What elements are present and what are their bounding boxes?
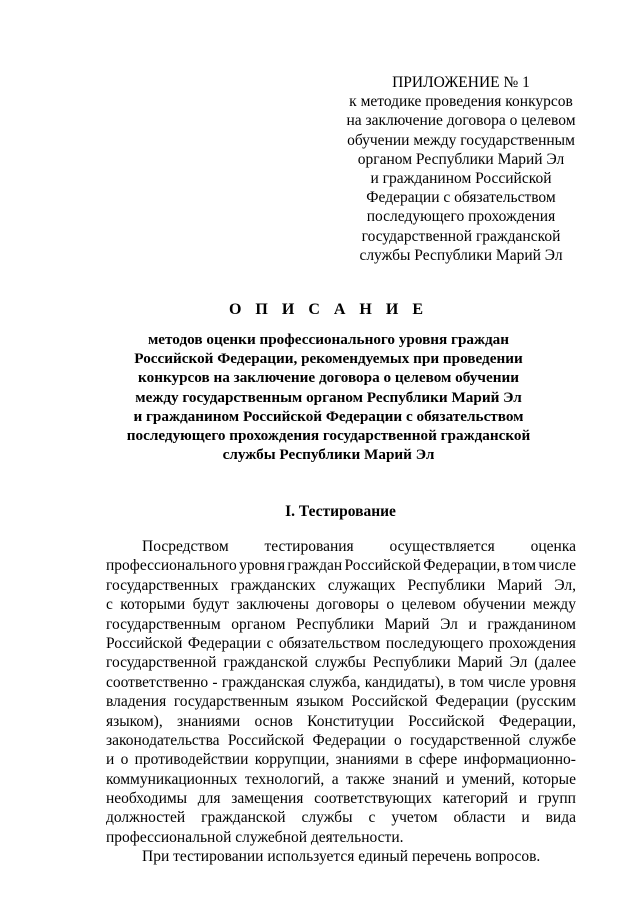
word: целевом [401, 596, 456, 614]
word: - [212, 673, 218, 691]
word: технологий, [244, 770, 325, 788]
word: договоры [316, 596, 379, 614]
appendix-line: органом Республики Марий Эл [357, 150, 565, 168]
word: гражданином [487, 615, 576, 633]
word: Марий [384, 615, 430, 633]
word: замещения [231, 790, 304, 808]
word: знаниями [335, 751, 399, 769]
word: сфере [418, 751, 458, 769]
word: области [453, 809, 506, 827]
word: оценка [530, 538, 576, 555]
word: Российской [106, 634, 183, 652]
paragraph-line [106, 808, 576, 827]
paragraph-line [106, 595, 576, 614]
appendix-line: службы Республики Марий Эл [359, 246, 563, 264]
subtitle-line: между государственным органом Республики Марий Эл [135, 388, 522, 406]
subtitle-line: службы Республики Марий Эл [222, 446, 435, 464]
subtitle-line: конкурсов на заключение договора о целевом обучении [138, 369, 519, 387]
word: Эл, [554, 576, 576, 594]
word: гражданских [230, 576, 316, 594]
paragraph-line [106, 556, 576, 575]
appendix-header [346, 73, 576, 265]
appendix-line: и гражданином Российской [370, 170, 552, 188]
subtitle-line: последующего прохождения государственной гражданской [126, 427, 531, 445]
word: обязательством [278, 634, 381, 652]
word: последующего [385, 634, 484, 652]
word: о [393, 731, 402, 749]
word: том [459, 673, 484, 691]
paragraph-line [106, 712, 576, 731]
word: необходимы [106, 790, 188, 808]
word: службы [314, 654, 366, 672]
word: заключены [236, 596, 310, 614]
paragraph-line [106, 653, 576, 672]
word: информационно- [463, 751, 576, 769]
word: обучении [463, 596, 526, 614]
paragraph-line [106, 731, 576, 750]
word: Республики [372, 654, 451, 672]
word: Республики [296, 615, 374, 633]
word: службы [301, 809, 353, 827]
document-title: О П И С А Н И Е [228, 301, 428, 318]
word: числе [488, 673, 526, 691]
word: учетом [391, 809, 438, 827]
word: Федерации, [423, 557, 501, 575]
word: службе [528, 731, 576, 749]
word: органом [231, 615, 286, 633]
word: владения [106, 693, 167, 711]
word: для [197, 790, 221, 808]
paragraph-line: профессиональной служебной деятельности. [106, 828, 404, 846]
word: коммуникационных [106, 770, 238, 788]
word: основ [254, 712, 293, 730]
word: и [446, 770, 455, 788]
word: между [532, 596, 576, 614]
word: осуществляется [389, 538, 495, 555]
appendix-line: обучении между государственным [347, 131, 575, 149]
word: профессионального [106, 557, 237, 575]
word: государственной [106, 654, 217, 672]
word: Федерации, [498, 712, 576, 730]
word: в [405, 751, 413, 769]
word: с [266, 634, 274, 652]
word: Республики [407, 576, 486, 594]
word: (далее [534, 654, 576, 672]
word: языком [296, 693, 344, 711]
word: гражданской [201, 809, 286, 827]
word: знаний [392, 770, 439, 788]
paragraph-line [106, 789, 576, 808]
word: Посредством [142, 538, 229, 555]
appendix-line: последующего прохождения [366, 208, 556, 226]
word: гражданская [221, 673, 305, 691]
word: законодательства [106, 731, 220, 749]
word: в [502, 557, 510, 575]
paragraph-line [106, 537, 576, 556]
word: Эл [509, 654, 528, 672]
paragraph-line [106, 692, 576, 711]
word: будут [192, 596, 230, 614]
word: Марий [457, 654, 503, 672]
word: и [106, 751, 115, 769]
appendix-line: государственной гражданской [361, 227, 561, 245]
word: языком), [106, 712, 163, 730]
word: и [521, 809, 530, 827]
subtitle-line: методов оценки профессионального уровня граждан [147, 331, 510, 348]
word: которыми [120, 596, 186, 614]
word: (русским [516, 693, 576, 711]
word: коррупции, [254, 751, 330, 769]
word: Федерации [312, 731, 386, 749]
word: Конституции [307, 712, 394, 730]
word: служба, [309, 673, 361, 691]
word: тестирования [264, 538, 354, 555]
word: Российской [344, 557, 421, 575]
appendix-line: Федерации с обязательством [366, 189, 556, 207]
word: групп [537, 790, 576, 808]
paragraph-line [106, 770, 576, 789]
appendix-line: к методике проведения конкурсов [349, 93, 573, 111]
word: Эл [440, 615, 458, 633]
document-subtitle [0, 330, 639, 464]
word: Российской [227, 731, 305, 749]
word: которые [522, 770, 576, 788]
word: уровня [239, 557, 286, 575]
word: Федерации [435, 693, 509, 711]
word: соответствующих [314, 790, 432, 808]
paragraph-line [106, 634, 576, 653]
paragraph-line [106, 615, 576, 634]
word: том [512, 557, 537, 575]
word: а [331, 770, 339, 788]
word: служащих [327, 576, 396, 594]
appendix-line: на заключение договора о целевом [346, 112, 576, 130]
word: Российской [351, 693, 428, 711]
word: кандидаты), [364, 673, 444, 691]
word: Российской [408, 712, 485, 730]
body-paragraphs [106, 537, 576, 867]
paragraph-line [106, 576, 576, 595]
subtitle-line: Российской Федерации, рекомендуемых при проведении [134, 350, 523, 368]
word: с [106, 596, 113, 614]
word: государственным [173, 693, 289, 711]
appendix-line: ПРИЛОЖЕНИЕ № 1 [392, 74, 530, 91]
subtitle-line: и гражданином Российской Федерации с обязательством [133, 407, 524, 425]
word: прохождения [488, 634, 576, 652]
word: соответственно [106, 673, 209, 691]
word: государственной [409, 731, 521, 749]
word: должностей [106, 809, 186, 827]
paragraph-line [106, 673, 576, 692]
word: гражданской [223, 654, 308, 672]
word: с [368, 809, 376, 827]
word: знаниями [177, 712, 241, 730]
word: также [346, 770, 385, 788]
word: уровня [529, 673, 576, 691]
paragraph-line: При тестировании используется единый перечень вопросов. [142, 848, 541, 866]
section-heading: I. Тестирование [285, 503, 396, 520]
word: в [448, 673, 456, 691]
paragraph-line [106, 750, 576, 769]
word: и [468, 615, 477, 633]
word: категорий [442, 790, 509, 808]
word: Марий [497, 576, 543, 594]
word: государственных [106, 576, 219, 594]
word: умений, [461, 770, 515, 788]
word: числе [538, 557, 576, 575]
word: граждан [287, 557, 343, 575]
word: о [120, 751, 129, 769]
word: противодействии [134, 751, 249, 769]
word: вида [545, 809, 576, 827]
word: о [386, 596, 395, 614]
word: государственным [106, 615, 221, 633]
word: и [518, 790, 528, 808]
word: Федерации [187, 634, 262, 652]
